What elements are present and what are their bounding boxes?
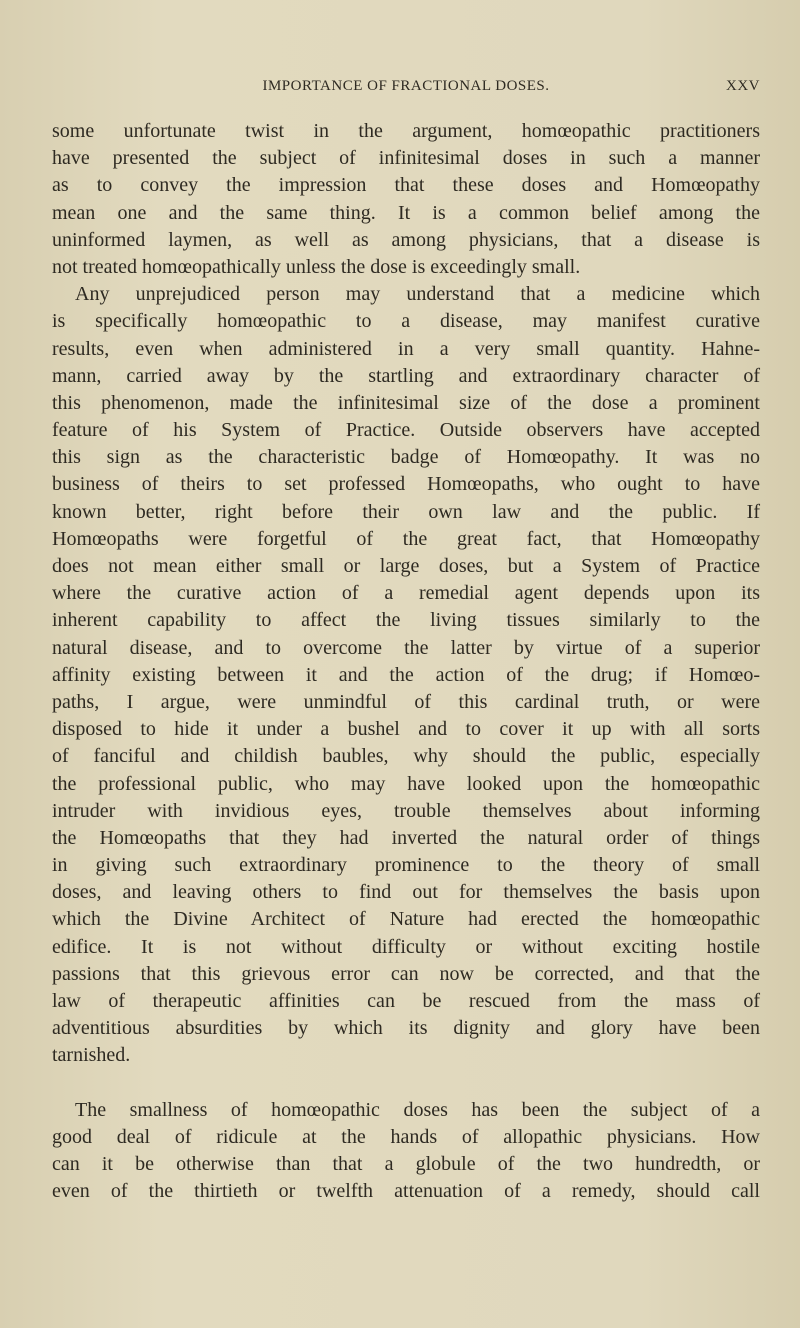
text-line: known better, right before their own law and the public. If bbox=[52, 500, 760, 523]
text-line: feature of his System of Practice. Outside observers have accepted bbox=[52, 419, 760, 442]
text-line: have presented the subject of infinitesimal doses in such a manner bbox=[52, 147, 760, 170]
text-line: adventitious absurdities by which its dignity and glory have been bbox=[52, 1017, 760, 1040]
text-line: Any unprejudiced person may understand that a medicine which bbox=[75, 283, 760, 306]
text-line: does not mean either small or large doses, but a System of Practice bbox=[52, 555, 760, 577]
text-line: in giving such extraordinary prominence to the theory of small bbox=[52, 854, 760, 877]
text-line: mann, carried away by the startling and extraordinary character of bbox=[52, 364, 760, 387]
paragraph bbox=[52, 118, 760, 281]
text-line: doses, and leaving others to find out for themselves the basis upon bbox=[52, 881, 760, 904]
text-line: is specifically homœopathic to a disease, may manifest curative bbox=[52, 310, 760, 333]
paragraph bbox=[52, 281, 760, 1069]
text-line: which the Divine Architect of Nature had erected the homœopathic bbox=[52, 908, 760, 931]
text-line: intruder with invidious eyes, trouble themselves about informing bbox=[52, 799, 760, 822]
text-line: uninformed laymen, as well as among physicians, that a disease is bbox=[52, 228, 760, 251]
paragraph bbox=[52, 1097, 760, 1206]
text-line: passions that this grievous error can now be corrected, and that the bbox=[52, 962, 760, 985]
text-line: where the curative action of a remedial agent depends upon its bbox=[52, 582, 760, 605]
text-line: the Homœopaths that they had inverted the natural order of things bbox=[52, 826, 760, 849]
text-line: The smallness of homœopathic doses has been the subject of a bbox=[75, 1098, 760, 1121]
text-line: even of the thirtieth or twelfth attenuation of a remedy, should call bbox=[52, 1180, 760, 1203]
text-line: business of theirs to set professed Homœopaths, who ought to have bbox=[52, 473, 760, 496]
text-line: paths, I argue, were unmindful of this cardinal truth, or were bbox=[52, 690, 760, 713]
text-line: not treated homœopathically unless the dose is exceedingly small. bbox=[52, 255, 581, 278]
text-line: this sign as the characteristic badge of Homœopathy. It was no bbox=[52, 446, 760, 469]
text-line: of fanciful and childish baubles, why should the public, especially bbox=[52, 745, 760, 768]
text-line: mean one and the same thing. It is a common belief among the bbox=[52, 201, 760, 224]
running-header bbox=[52, 78, 760, 100]
page-number: XXV bbox=[726, 78, 760, 94]
text-line: inherent capability to affect the living tissues similarly to the bbox=[52, 609, 760, 632]
text-line: as to convey the impression that these doses and Homœopathy bbox=[52, 174, 760, 197]
text-line: natural disease, and to overcome the latter by virtue of a superior bbox=[52, 636, 760, 659]
text-line: tarnished. bbox=[52, 1044, 131, 1067]
text-line: edifice. It is not without difficulty or without exciting hostile bbox=[52, 935, 760, 958]
text-line: the professional public, who may have looked upon the homœopathic bbox=[52, 772, 760, 795]
text-line: good deal of ridicule at the hands of allopathic physicians. How bbox=[52, 1125, 760, 1148]
text-line: can it be otherwise than that a globule of the two hundredth, or bbox=[52, 1153, 760, 1176]
running-title: IMPORTANCE OF FRACTIONAL DOSES. bbox=[262, 78, 550, 94]
text-line: disposed to hide it under a bushel and to cover it up with all sorts bbox=[52, 718, 760, 741]
text-line: some unfortunate twist in the argument, homœopathic practitioners bbox=[52, 120, 760, 142]
text-line: this phenomenon, made the infinitesimal size of the dose a prominent bbox=[52, 391, 760, 414]
text-line: results, even when administered in a very small quantity. Hahne- bbox=[52, 337, 760, 360]
paragraph-gap bbox=[52, 1070, 760, 1097]
text-line: Homœopaths were forgetful of the great fact, that Homœopathy bbox=[52, 527, 760, 550]
text-line: affinity existing between it and the action of the drug; if Homœo- bbox=[52, 663, 760, 686]
text-line: law of therapeutic affinities can be rescued from the mass of bbox=[52, 990, 760, 1012]
body-text bbox=[52, 118, 760, 1206]
